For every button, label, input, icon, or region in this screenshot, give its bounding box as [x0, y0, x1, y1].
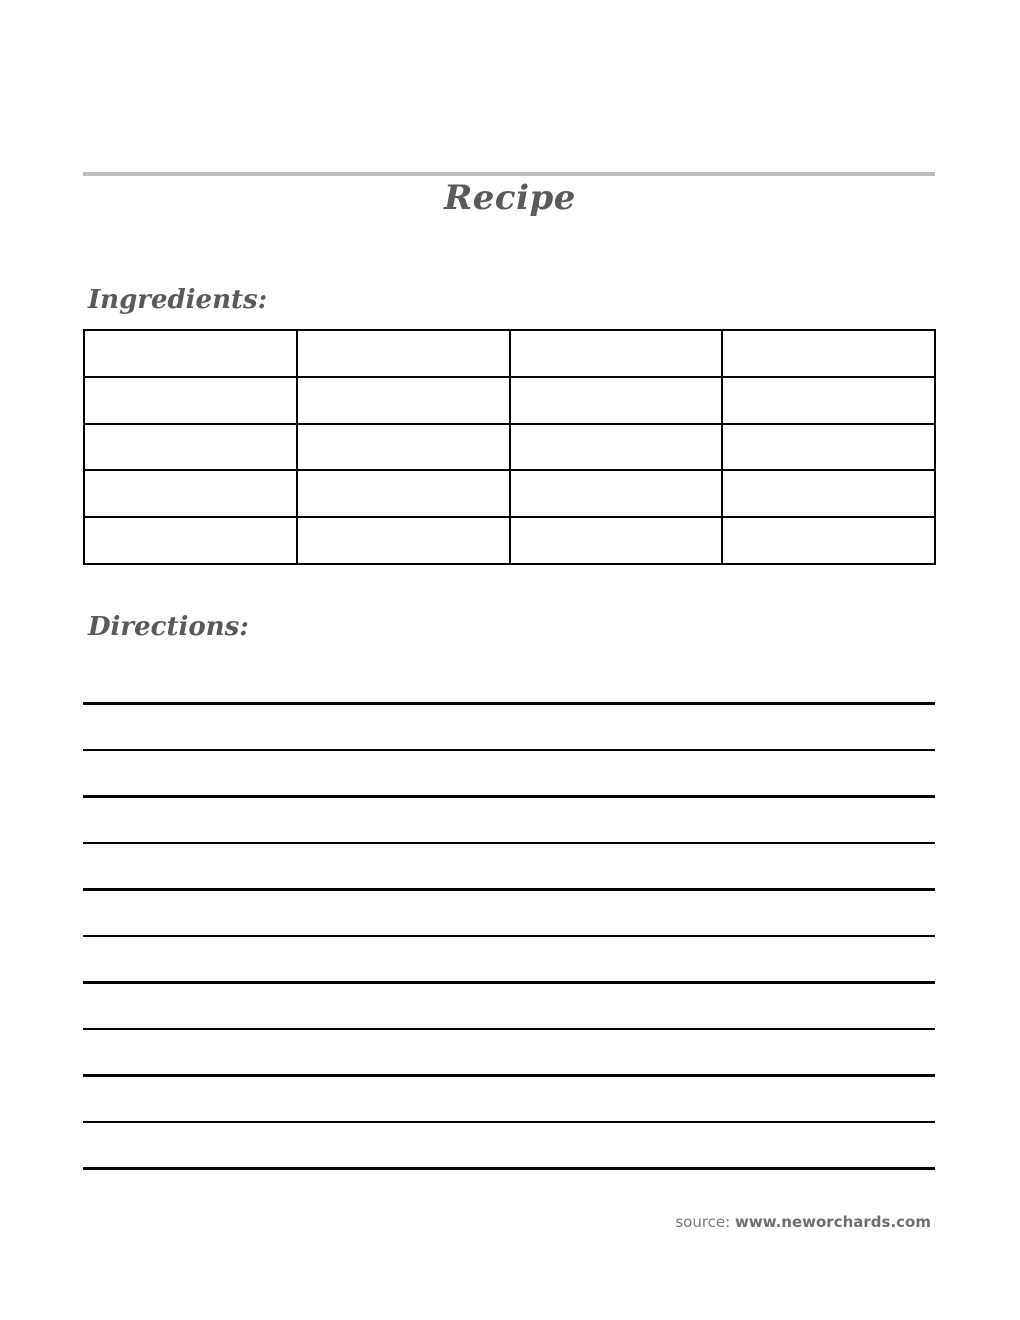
table-cell[interactable] [722, 330, 935, 377]
table-cell[interactable] [297, 470, 510, 517]
writing-line[interactable] [83, 1167, 935, 1170]
writing-line[interactable] [83, 702, 935, 705]
table-cell[interactable] [510, 330, 723, 377]
table-cell[interactable] [722, 470, 935, 517]
source-url: www.neworchards.com [734, 1213, 931, 1231]
table-cell[interactable] [84, 330, 297, 377]
writing-line[interactable] [83, 981, 935, 984]
table-cell[interactable] [722, 517, 935, 564]
table-row [84, 470, 935, 517]
table-cell[interactable] [722, 424, 935, 471]
table-row [84, 377, 935, 424]
source-label: source: [675, 1213, 731, 1231]
top-divider [83, 172, 935, 176]
table-cell[interactable] [510, 517, 723, 564]
directions-heading: Directions: [88, 612, 249, 642]
ingredients-heading: Ingredients: [88, 285, 268, 315]
table-cell[interactable] [84, 470, 297, 517]
writing-line[interactable] [83, 1074, 935, 1077]
writing-line[interactable] [83, 749, 935, 752]
source-credit [675, 1213, 931, 1231]
writing-line[interactable] [83, 888, 935, 891]
writing-line[interactable] [83, 795, 935, 798]
table-cell[interactable] [297, 424, 510, 471]
table-row [84, 424, 935, 471]
table-cell[interactable] [84, 517, 297, 564]
table-cell[interactable] [84, 377, 297, 424]
writing-line[interactable] [83, 935, 935, 938]
table-cell[interactable] [297, 377, 510, 424]
table-cell[interactable] [510, 424, 723, 471]
page-title: Recipe [444, 178, 576, 218]
table-cell[interactable] [510, 377, 723, 424]
table-row [84, 517, 935, 564]
ingredients-table [83, 329, 936, 565]
table-cell[interactable] [510, 470, 723, 517]
directions-lines [83, 702, 935, 1214]
table-row [84, 330, 935, 377]
table-cell[interactable] [297, 330, 510, 377]
writing-line[interactable] [83, 1121, 935, 1124]
writing-line[interactable] [83, 842, 935, 845]
table-cell[interactable] [297, 517, 510, 564]
table-cell[interactable] [84, 424, 297, 471]
table-cell[interactable] [722, 377, 935, 424]
writing-line[interactable] [83, 1028, 935, 1031]
